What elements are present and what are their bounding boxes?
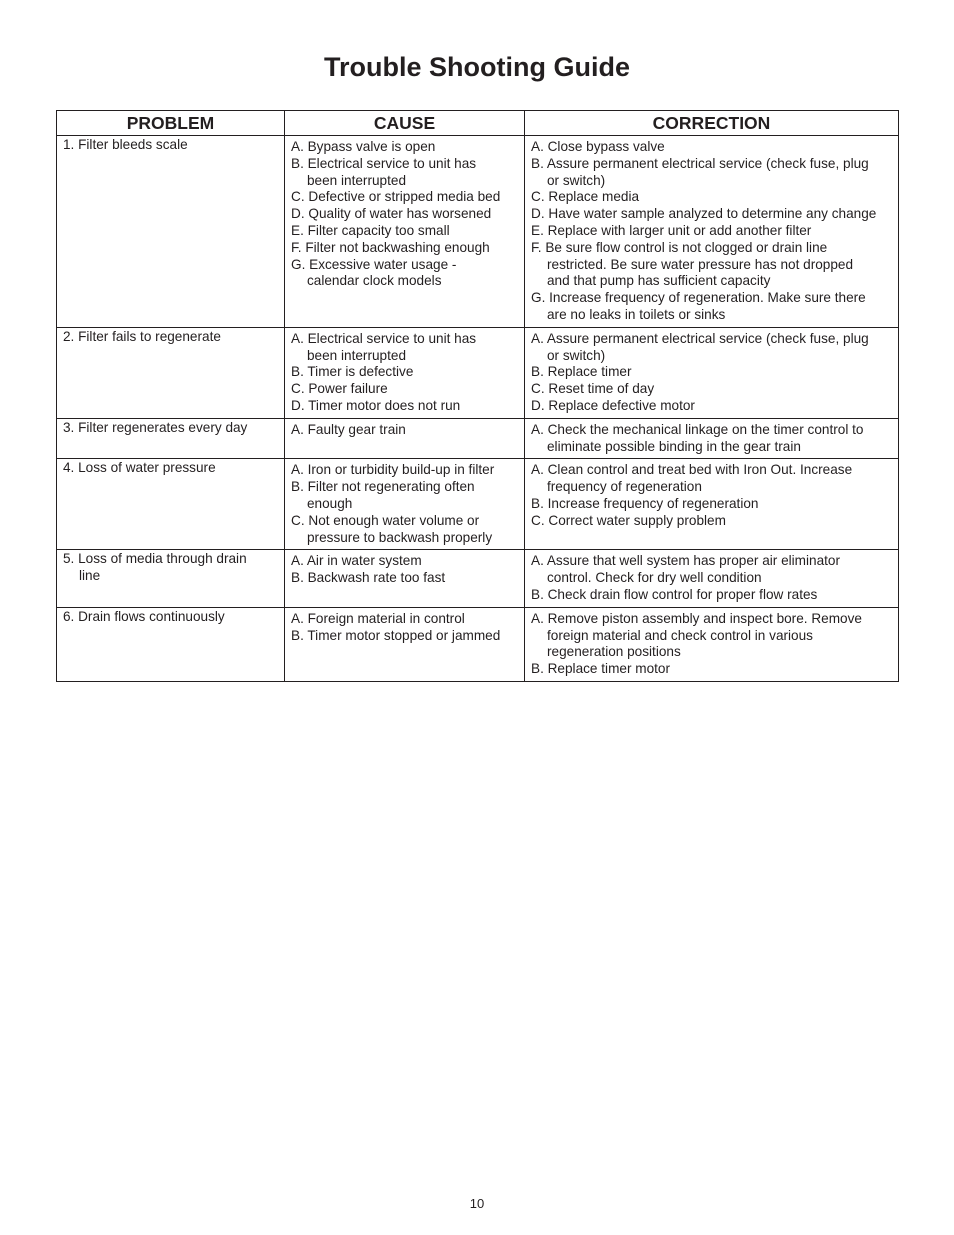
cause-item — [291, 206, 519, 223]
cause-line: pressure to backwash properly — [307, 529, 493, 545]
cause-cell — [285, 327, 525, 418]
cause-line: C. Defective or stripped media bed — [291, 189, 501, 205]
problem-line: line — [79, 568, 101, 584]
table-row — [57, 550, 899, 607]
correction-line: A. Close bypass valve — [531, 139, 665, 154]
cause-item — [291, 570, 519, 587]
correction-item — [531, 290, 893, 324]
header-problem: PROBLEM — [57, 111, 285, 136]
cause-line: B. Timer is defective — [291, 364, 414, 380]
cause-line: A. Air in water system — [291, 553, 422, 569]
cause-line: enough — [307, 495, 353, 511]
cause-item — [291, 462, 519, 479]
correction-line: restricted. Be sure water pressure has not dropped — [547, 256, 854, 272]
correction-line: regeneration positions — [547, 644, 681, 660]
cause-item — [291, 479, 519, 513]
cause-item — [291, 223, 519, 240]
cause-item — [291, 513, 519, 547]
cause-cell — [285, 136, 525, 328]
header-row — [57, 111, 899, 136]
cause-item — [291, 422, 519, 439]
cause-line: G. Excessive water usage - — [291, 256, 457, 272]
correction-item — [531, 611, 893, 661]
correction-line: and that pump has sufficient capacity — [547, 273, 771, 289]
correction-line: C. Replace media — [531, 189, 640, 205]
problem-text — [63, 420, 279, 437]
problem-line: 5. Loss of media through drain — [63, 551, 247, 567]
cause-item — [291, 628, 519, 645]
cause-item — [291, 240, 519, 257]
problem-text — [63, 460, 279, 477]
cause-cell — [285, 607, 525, 681]
correction-line: C. Reset time of day — [531, 381, 655, 397]
page-title: Trouble Shooting Guide — [324, 52, 630, 82]
cause-item — [291, 398, 519, 415]
correction-line: C. Correct water supply problem — [531, 512, 726, 528]
correction-line: foreign material and check control in various — [547, 627, 813, 643]
cause-line: A. Electrical service to unit has — [291, 330, 477, 346]
table-body — [57, 136, 899, 682]
cause-item — [291, 381, 519, 398]
correction-line: G. Increase frequency of regeneration. Make sure there — [531, 290, 866, 306]
correction-item — [531, 661, 893, 678]
cause-item — [291, 189, 519, 206]
cause-cell — [285, 459, 525, 550]
problem-cell — [57, 459, 285, 550]
cause-line: C. Power failure — [291, 381, 388, 397]
correction-line: or switch) — [547, 347, 606, 363]
correction-line: or switch) — [547, 172, 606, 188]
correction-line: D. Have water sample analyzed to determine any change — [531, 206, 877, 222]
cause-line: A. Iron or turbidity build-up in filter — [291, 462, 495, 478]
correction-item — [531, 139, 893, 156]
cause-line: B. Timer motor stopped or jammed — [291, 627, 501, 643]
header-correction: CORRECTION — [525, 111, 899, 136]
cause-item — [291, 553, 519, 570]
problem-line: 4. Loss of water pressure — [63, 460, 216, 476]
correction-item — [531, 398, 893, 415]
table-row — [57, 418, 899, 459]
correction-item — [531, 156, 893, 190]
cause-item — [291, 364, 519, 381]
cause-line: B. Filter not regenerating often — [291, 479, 475, 495]
cause-item — [291, 156, 519, 190]
cause-line: B. Backwash rate too fast — [291, 570, 446, 586]
correction-line: control. Check for dry well condition — [547, 570, 762, 586]
cause-cell — [285, 418, 525, 459]
correction-line: B. Increase frequency of regeneration — [531, 495, 759, 511]
correction-cell — [525, 327, 899, 418]
problem-line: 2. Filter fails to regenerate — [63, 328, 221, 344]
correction-line: A. Assure that well system has proper air eliminator — [531, 553, 841, 569]
problem-text — [63, 137, 279, 154]
cause-line: been interrupted — [307, 347, 407, 363]
problem-line: 3. Filter regenerates every day — [63, 419, 248, 435]
correction-line: A. Check the mechanical linkage on the timer control to — [531, 421, 864, 437]
correction-item — [531, 381, 893, 398]
table-row — [57, 327, 899, 418]
cause-cell — [285, 550, 525, 607]
correction-line: F. Be sure flow control is not clogged or drain line — [531, 239, 828, 255]
cause-line: D. Quality of water has worsened — [291, 206, 492, 222]
correction-item — [531, 206, 893, 223]
table-row — [57, 459, 899, 550]
cause-item — [291, 611, 519, 628]
correction-item — [531, 364, 893, 381]
correction-item — [531, 189, 893, 206]
correction-line: D. Replace defective motor — [531, 397, 695, 413]
problem-text — [63, 551, 279, 585]
problem-cell — [57, 136, 285, 328]
correction-item — [531, 513, 893, 530]
problem-text — [63, 329, 279, 346]
cause-line: been interrupted — [307, 172, 407, 188]
cause-line: C. Not enough water volume or — [291, 512, 480, 528]
correction-cell — [525, 607, 899, 681]
problem-text — [63, 609, 279, 626]
correction-line: are no leaks in toilets or sinks — [547, 306, 726, 322]
correction-cell — [525, 418, 899, 459]
table-row — [57, 607, 899, 681]
correction-item — [531, 496, 893, 513]
correction-line: E. Replace with larger unit or add another filter — [531, 222, 812, 238]
cause-line: A. Foreign material in control — [291, 610, 465, 626]
correction-item — [531, 422, 893, 456]
correction-line: A. Remove piston assembly and inspect bore. Remove — [531, 610, 862, 626]
cause-line: A. Faulty gear train — [291, 421, 406, 437]
correction-line: B. Assure permanent electrical service (check fuse, plug — [531, 155, 869, 171]
correction-item — [531, 587, 893, 604]
problem-cell — [57, 418, 285, 459]
table-header — [57, 111, 899, 136]
cause-item — [291, 257, 519, 291]
cause-line: calendar clock models — [307, 273, 442, 289]
correction-line: B. Check drain flow control for proper flow rates — [531, 586, 818, 602]
problem-cell — [57, 607, 285, 681]
correction-cell — [525, 459, 899, 550]
problem-cell — [57, 550, 285, 607]
cause-line: A. Bypass valve is open — [291, 139, 436, 154]
cause-item — [291, 331, 519, 365]
correction-cell — [525, 136, 899, 328]
correction-line: A. Clean control and treat bed with Iron Out. Increase — [531, 462, 853, 478]
table-row — [57, 136, 899, 328]
correction-line: eliminate possible binding in the gear train — [547, 438, 801, 454]
correction-item — [531, 462, 893, 496]
cause-line: D. Timer motor does not run — [291, 397, 461, 413]
troubleshooting-table — [56, 110, 899, 682]
cause-line: E. Filter capacity too small — [291, 222, 450, 238]
correction-item — [531, 240, 893, 290]
cause-line: B. Electrical service to unit has — [291, 155, 477, 171]
correction-line: B. Replace timer — [531, 364, 632, 380]
correction-item — [531, 223, 893, 240]
correction-line: frequency of regeneration — [547, 479, 702, 495]
cause-line: F. Filter not backwashing enough — [291, 239, 490, 255]
page-number: 10 — [469, 1196, 485, 1211]
correction-item — [531, 331, 893, 365]
correction-cell — [525, 550, 899, 607]
correction-item — [531, 553, 893, 587]
cause-item — [291, 139, 519, 156]
problem-line: 6. Drain flows continuously — [63, 608, 225, 624]
correction-line: B. Replace timer motor — [531, 661, 671, 677]
correction-line: A. Assure permanent electrical service (check fuse, plug — [531, 330, 869, 346]
header-cause: CAUSE — [285, 111, 525, 136]
problem-line: 1. Filter bleeds scale — [63, 137, 188, 152]
problem-cell — [57, 327, 285, 418]
